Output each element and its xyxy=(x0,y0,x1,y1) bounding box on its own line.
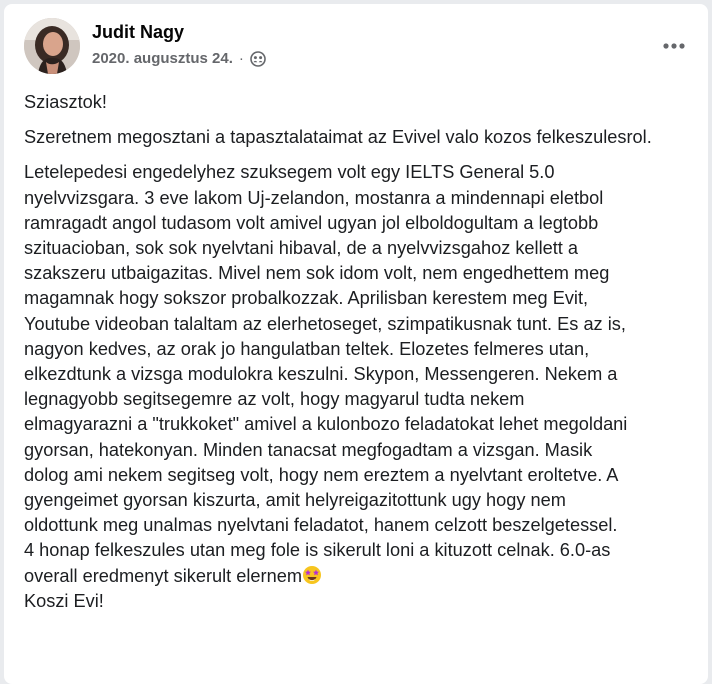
more-dots-icon xyxy=(662,42,686,50)
post-line-last xyxy=(24,564,688,589)
post-meta xyxy=(92,50,266,67)
avatar-photo xyxy=(24,18,80,74)
post-line: elmagyarazni a "trukkoket" amivel a kulonbozo feladatokat lehet megoldani xyxy=(24,414,628,435)
post-line-text: overall eredmenyt sikerult elernem xyxy=(24,565,302,586)
post-line: szituacioban, sok sok nyelvtani hibaval, de a nyelvvizsgahoz kellett a xyxy=(24,238,579,259)
post-line: 4 honap felkeszules utan meg fole is sikerult loni a kituzott celnak. 6.0-as xyxy=(24,540,611,561)
star-struck-emoji-icon xyxy=(302,565,322,585)
post-line: Youtube videoban talaltam az elerhetoseget, szimpatikusnak tunt. Es az is, xyxy=(24,313,626,334)
post-greeting: Sziasztok! xyxy=(24,92,107,112)
avatar[interactable] xyxy=(24,18,80,74)
post-line: szakszeru utbaigazitas. Mivel nem sok idom volt, nem engedhettem meg xyxy=(24,263,610,284)
post-text xyxy=(24,90,688,614)
post-main-paragraph xyxy=(24,160,688,614)
friends-icon[interactable] xyxy=(250,51,266,67)
author-name[interactable]: Judit Nagy xyxy=(92,22,185,42)
post-line: magamnak hogy sokszor probalkozzak. Aprilisban kerestem meg Evit, xyxy=(24,288,589,309)
post-line: Letelepedesi engedelyhez szuksegem volt egy IELTS General 5.0 xyxy=(24,162,555,183)
post-line: gyengeimet gyorsan kiszurta, amit helyreigazitottunk ugy hogy nem xyxy=(24,490,566,511)
post-line: nagyon kedves, az orak jo hangulatban teltek. Elozetes felmeres utan, xyxy=(24,338,590,359)
more-options-button[interactable] xyxy=(656,34,692,58)
post-header xyxy=(24,18,688,78)
post-card xyxy=(4,4,708,684)
post-line: nyelvvizsgara. 3 eve lakom Uj-zelandon, mostanra a mindennapi eletbol xyxy=(24,187,604,208)
meta-separator: · xyxy=(238,50,244,67)
post-date[interactable]: 2020. augusztus 24. xyxy=(92,50,233,67)
post-line: legnagyobb segitsegemre az volt, hogy magyarul tudta nekem xyxy=(24,389,525,410)
post-closing: Koszi Evi! xyxy=(24,590,104,611)
post-line: oldottunk meg unalmas nyelvtani feladatot, hanem celzott beszelgetessel. xyxy=(24,515,618,536)
post-line: dolog ami nekem segitseg volt, hogy nem ereztem a nyelvtant eroltetve. A xyxy=(24,464,619,485)
post-line: gyorsan, hatekonyan. Minden tanacsat megfogadtam a vizsgan. Masik xyxy=(24,439,593,460)
post-line: ramragadt angol tudasom volt amivel ugyan jol elboldogultam a legtobb xyxy=(24,212,599,233)
post-intro: Szeretnem megosztani a tapasztalataimat az Evivel valo kozos felkeszulesrol. xyxy=(24,127,652,148)
post-line: elkezdtunk a vizsga modulokra keszulni. Skypon, Messengeren. Nekem a xyxy=(24,364,618,385)
